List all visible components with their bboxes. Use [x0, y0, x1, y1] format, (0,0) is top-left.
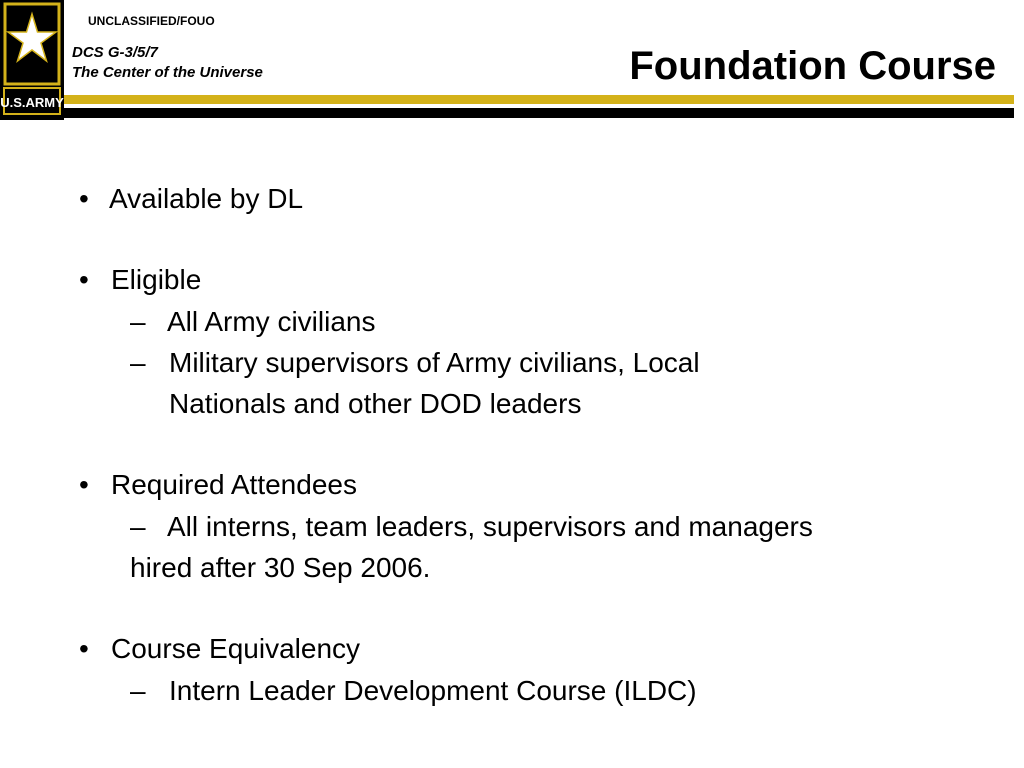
bullet-eligible: Eligible: [111, 264, 202, 295]
sub-interns-line2: hired after 30 Sep 2006.: [130, 552, 431, 583]
page-title: Foundation Course: [629, 44, 996, 88]
sub-ildc: Intern Leader Development Course (ILDC): [169, 675, 697, 706]
bullet-course-equivalency: Course Equivalency: [111, 633, 361, 664]
sub-dash: –: [130, 306, 146, 337]
sub-interns-line1: All interns, team leaders, supervisors and managers: [167, 511, 813, 542]
sub-military-supervisors-line2: Nationals and other DOD leaders: [169, 388, 582, 419]
org-line-2: The Center of the Universe: [72, 64, 263, 81]
sub-all-civilians: All Army civilians: [167, 306, 376, 337]
bullet-required-attendees: Required Attendees: [111, 469, 357, 500]
org-line-1: DCS G-3/5/7: [72, 44, 158, 61]
logo-wordmark: U.S.ARMY: [0, 95, 64, 110]
classification-label: UNCLASSIFIED/FOUO: [88, 14, 215, 28]
sub-dash: –: [130, 347, 146, 378]
bullet-marker: •: [79, 264, 89, 295]
sub-dash: –: [130, 675, 146, 706]
bullet-available: Available by DL: [109, 183, 304, 214]
sub-military-supervisors-line1: Military supervisors of Army civilians, Local: [169, 347, 700, 378]
bullet-marker: •: [79, 633, 89, 664]
bullet-marker: •: [79, 469, 89, 500]
sub-dash: –: [130, 511, 146, 542]
bullet-marker: •: [79, 183, 89, 214]
